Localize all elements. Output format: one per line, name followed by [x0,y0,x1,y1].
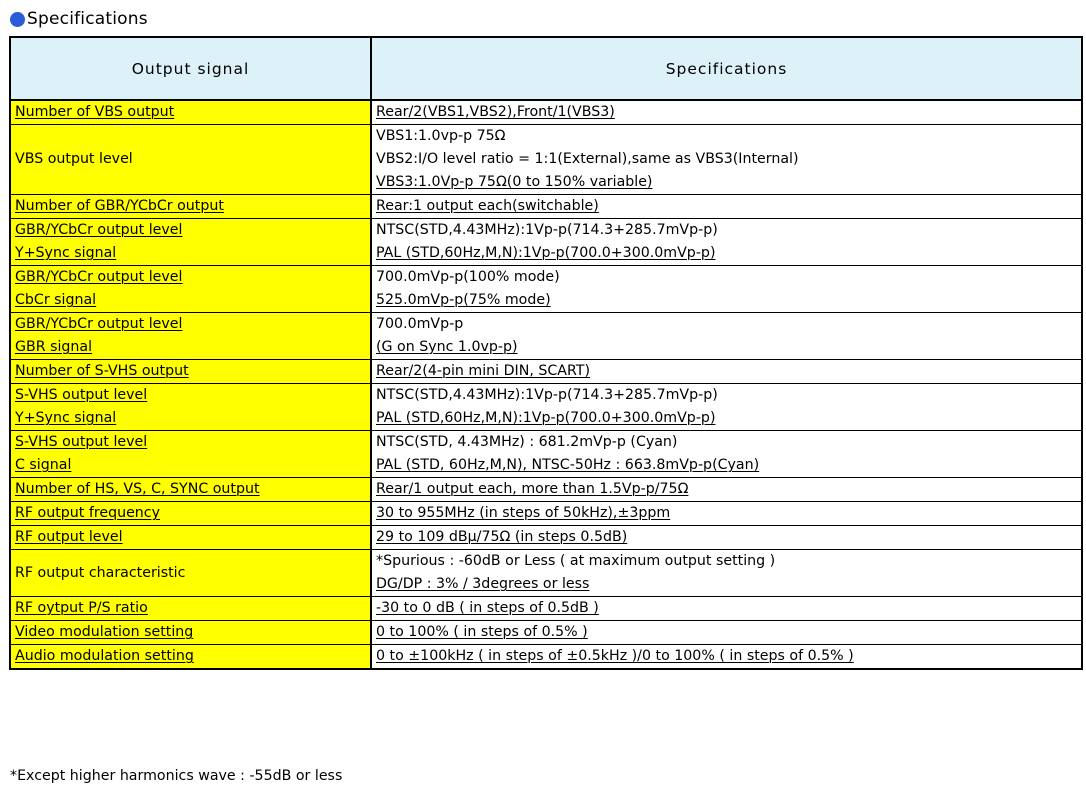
table-row [10,597,1082,621]
spec-value-text: *Spurious : -60dB or Less ( at maximum output setting ) [376,553,776,569]
table-row [10,431,1082,478]
table-row [10,195,1082,219]
spec-value-cell [371,360,1082,384]
spec-label-cell [10,100,371,125]
spec-label-text: CbCr signal [15,292,97,308]
spec-value-text: PAL (STD,60Hz,M,N):1Vp-p(700.0+300.0mVp-p) [376,410,716,426]
table-row [10,502,1082,526]
spec-value-text: VBS3:1.0Vp-p 75Ω(0 to 150% variable) [376,174,653,190]
spec-value-text: 29 to 109 dBμ/75Ω (in steps 0.5dB) [376,529,628,545]
spec-label-cell [10,219,371,266]
table-row [10,384,1082,431]
spec-value-text: VBS2:I/O level ratio = 1:1(External),same as VBS3(Internal) [376,151,799,167]
spec-label-text: Number of VBS output [15,104,175,120]
spec-value-text: DG/DP : 3% / 3degrees or less [376,576,590,592]
spec-label-text: Number of HS, VS, C, SYNC output [15,481,260,497]
spec-label-text: Video modulation setting [15,624,194,640]
spec-label-text: GBR/YCbCr output level [15,222,183,238]
spec-value-text: 700.0mVp-p [376,316,464,332]
spec-label-cell [10,645,371,670]
spec-value-text: NTSC(STD,4.43MHz):1Vp-p(714.3+285.7mVp-p) [376,222,718,238]
spec-value-text: Rear/1 output each, more than 1.5Vp-p/75Ω [376,481,689,497]
spec-label-text: RF output frequency [15,505,160,521]
spec-label-cell [10,266,371,313]
table-row [10,526,1082,550]
spec-value-text: 700.0mVp-p(100% mode) [376,269,560,285]
bullet-dot-icon [10,12,25,27]
table-row [10,313,1082,360]
spec-value-text: 525.0mVp-p(75% mode) [376,292,551,308]
spec-value-text: Rear/2(VBS1,VBS2),Front/1(VBS3) [376,104,615,120]
spec-label-text: Y+Sync signal [15,245,117,261]
spec-label-cell [10,597,371,621]
spec-label-text: VBS output level [15,151,133,167]
spec-value-cell [371,313,1082,360]
spec-label-text: Audio modulation setting [15,648,194,664]
table-header-row [10,37,1082,100]
table-row [10,645,1082,670]
spec-label-cell [10,621,371,645]
spec-value-cell [371,100,1082,125]
table-row [10,125,1082,195]
spec-value-text: PAL (STD, 60Hz,M,N), NTSC-50Hz : 663.8mVp-p(Cyan) [376,457,760,473]
spec-value-text: NTSC(STD, 4.43MHz) : 681.2mVp-p (Cyan) [376,434,678,450]
spec-value-text: (G on Sync 1.0vp-p) [376,339,518,355]
spec-value-cell [371,195,1082,219]
spec-label-text: Number of S-VHS output [15,363,189,379]
spec-label-cell [10,195,371,219]
table-row [10,100,1082,125]
spec-label-text: GBR signal [15,339,93,355]
spec-value-cell [371,502,1082,526]
spec-label-cell [10,502,371,526]
header-specifications: Specifications [371,37,1082,100]
spec-label-text: GBR/YCbCr output level [15,269,183,285]
spec-value-cell [371,384,1082,431]
spec-value-text: -30 to 0 dB ( in steps of 0.5dB ) [376,600,599,616]
spec-label-cell [10,431,371,478]
section-title: Specifications [27,9,148,29]
table-row [10,219,1082,266]
spec-value-cell [371,597,1082,621]
header-output-signal: Output signal [10,37,371,100]
spec-value-cell [371,431,1082,478]
spec-value-text: 0 to ±100kHz ( in steps of ±0.5kHz )/0 to 100% ( in steps of 0.5% ) [376,648,854,664]
spec-label-cell [10,526,371,550]
spec-value-text: Rear:1 output each(switchable) [376,198,599,214]
specifications-table [9,36,1083,670]
spec-label-cell [10,384,371,431]
spec-value-cell [371,621,1082,645]
spec-value-cell [371,219,1082,266]
table-row [10,550,1082,597]
spec-label-text: RF output characteristic [15,564,186,581]
spec-label-text: RF output level [15,529,123,545]
spec-value-text: PAL (STD,60Hz,M,N):1Vp-p(700.0+300.0mVp-p) [376,245,716,261]
spec-value-text: 30 to 955MHz (in steps of 50kHz),±3ppm [376,505,671,521]
spec-label-cell [10,313,371,360]
table-row [10,266,1082,313]
spec-value-text: 0 to 100% ( in steps of 0.5% ) [376,624,588,640]
table-row [10,621,1082,645]
spec-label-cell [10,478,371,502]
spec-label-text: S-VHS output level [15,434,148,450]
spec-value-text: VBS1:1.0vp-p 75Ω [376,128,506,144]
spec-value-cell [371,266,1082,313]
spec-label-cell [10,125,371,195]
spec-value-cell [371,645,1082,670]
footnote: *Except higher harmonics wave : -55dB or less [10,768,343,784]
section-heading [10,8,148,30]
table-row [10,360,1082,384]
table-row [10,478,1082,502]
spec-value-cell [371,478,1082,502]
spec-label-text: Number of GBR/YCbCr output [15,198,224,214]
spec-label-text: GBR/YCbCr output level [15,316,183,332]
spec-label-text: RF oytput P/S ratio [15,600,148,616]
spec-value-cell [371,125,1082,195]
spec-label-cell [10,550,371,597]
spec-value-cell [371,526,1082,550]
spec-value-cell [371,550,1082,597]
spec-label-text: Y+Sync signal [15,410,117,426]
spec-label-text: C signal [15,457,72,473]
spec-value-text: Rear/2(4-pin mini DIN, SCART) [376,363,591,379]
spec-label-text: S-VHS output level [15,387,148,403]
spec-value-text: NTSC(STD,4.43MHz):1Vp-p(714.3+285.7mVp-p) [376,387,718,403]
spec-label-cell [10,360,371,384]
